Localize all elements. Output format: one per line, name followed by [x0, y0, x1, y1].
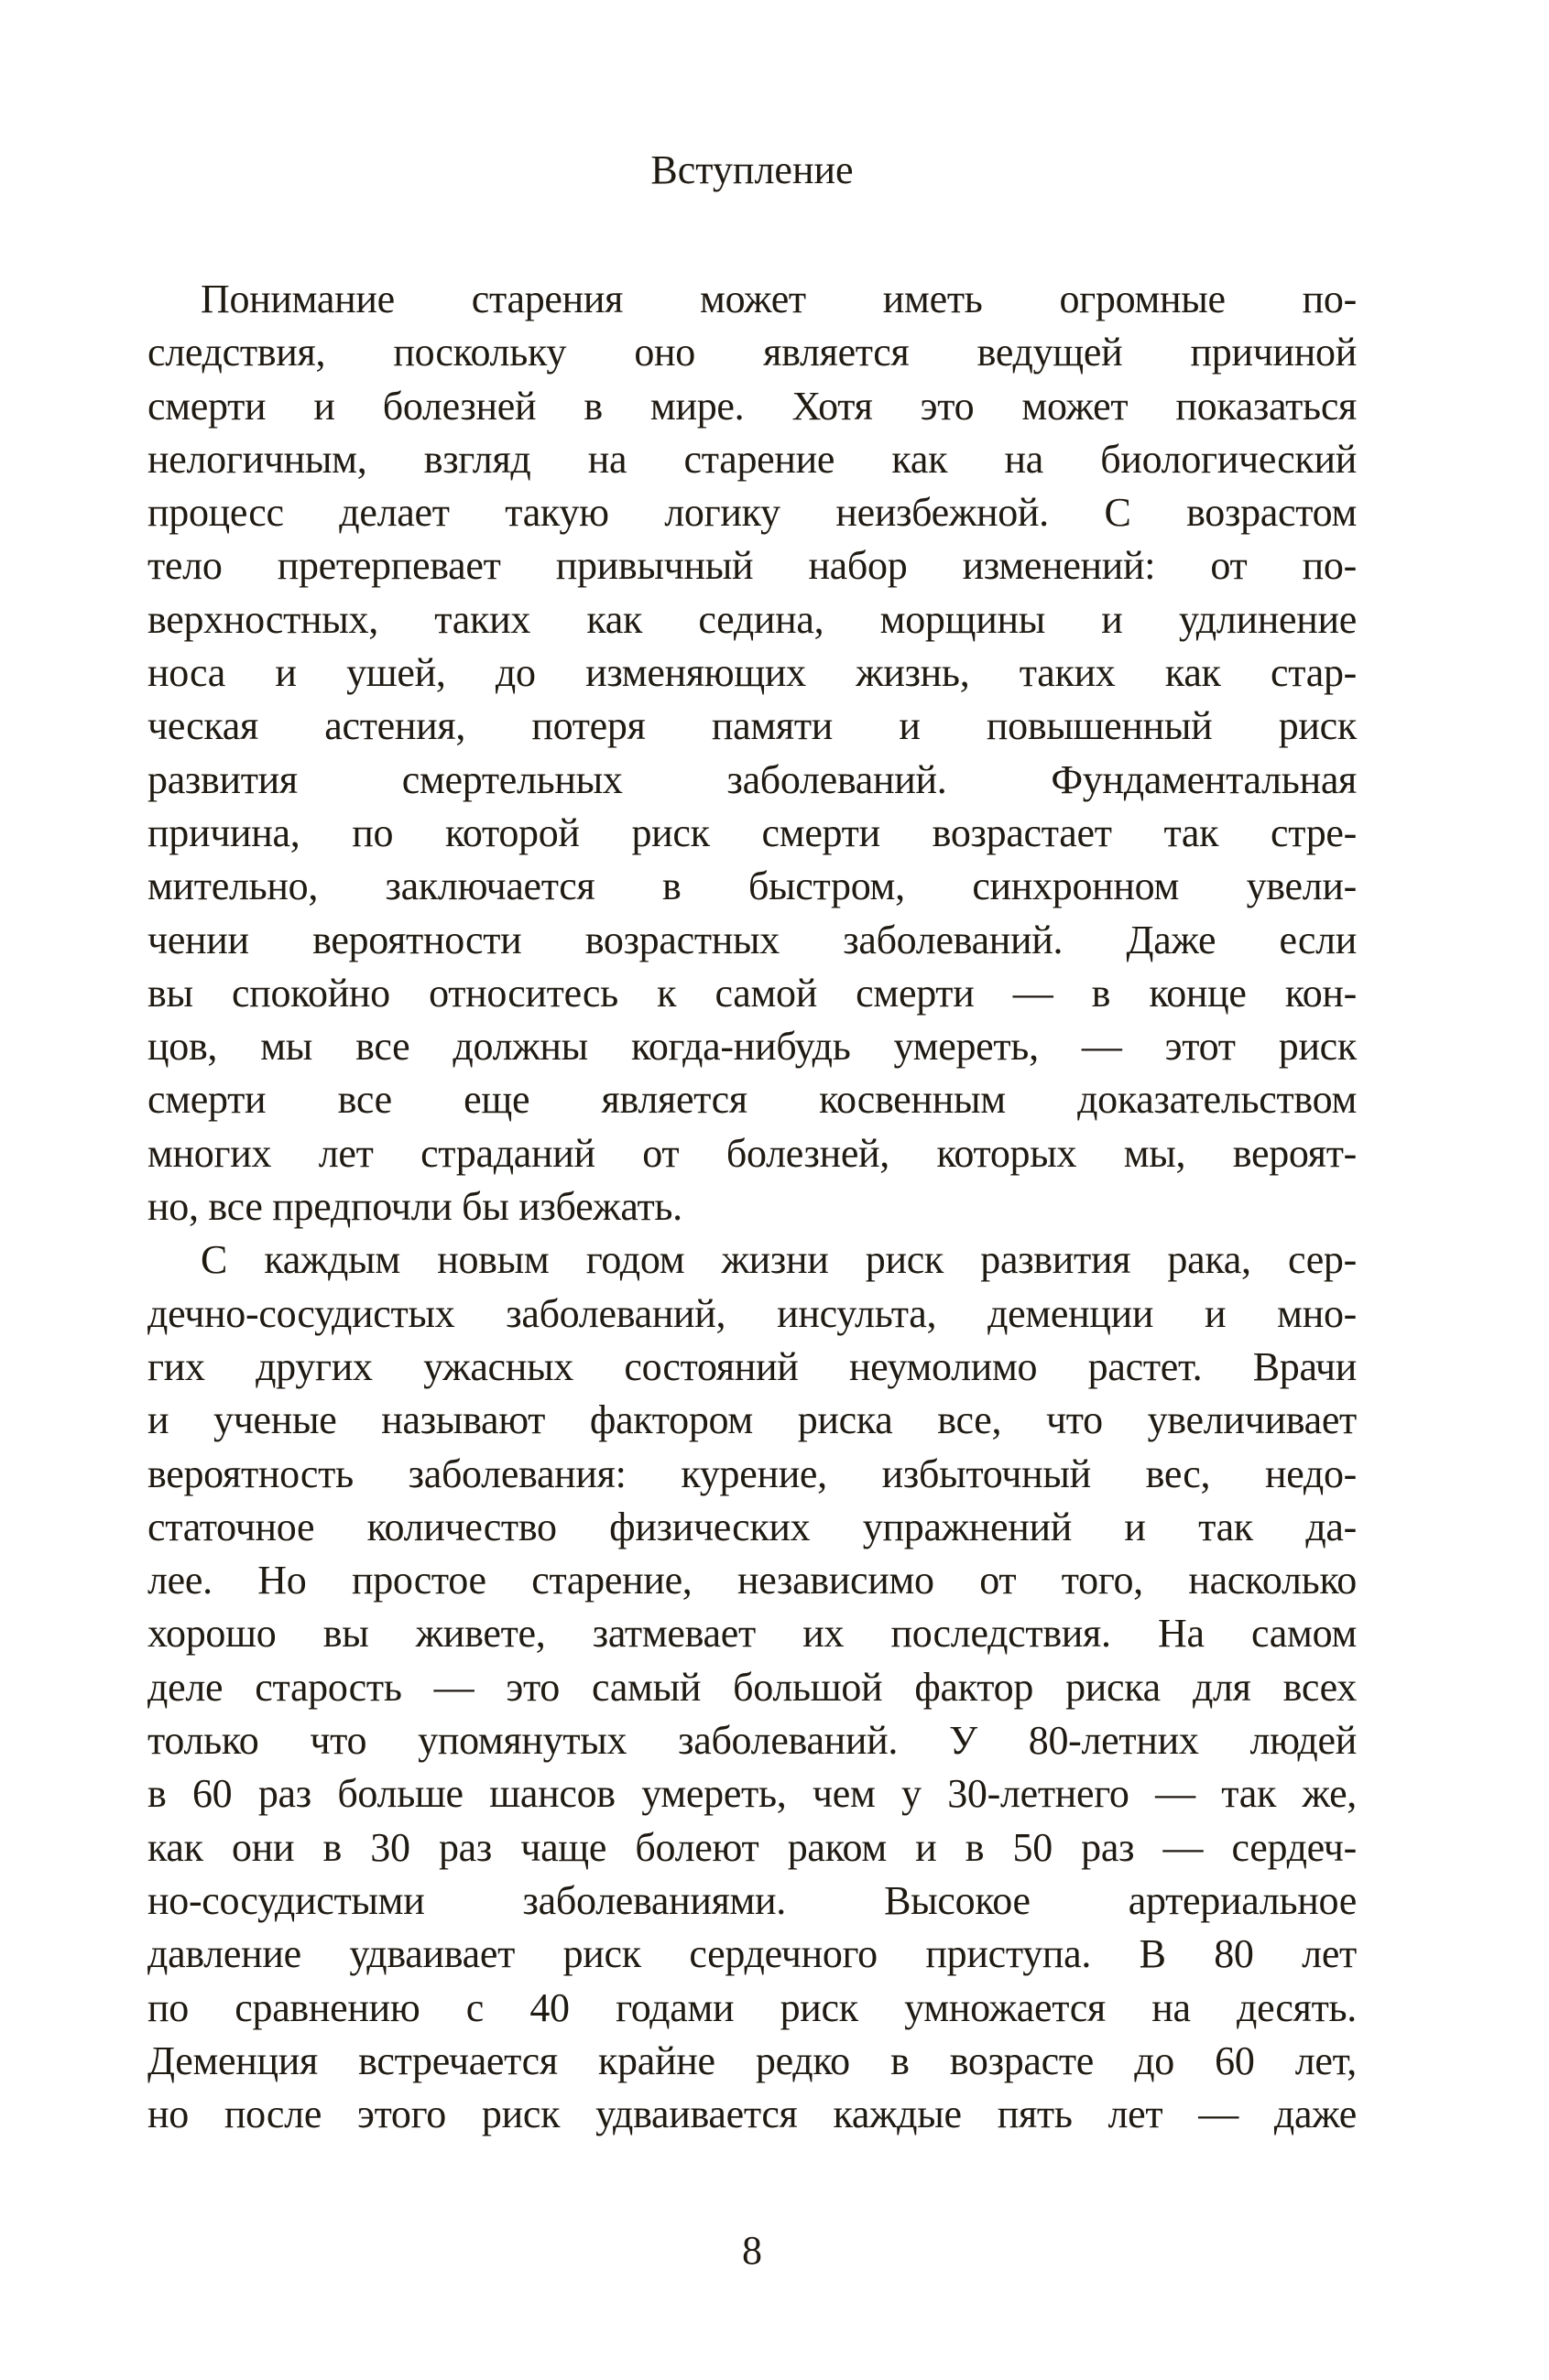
text-line: смерти и болезней в мире. Хотя это может показаться: [147, 383, 1357, 429]
text-line: но после этого риск удваивается каждые пять лет — даже: [147, 2092, 1357, 2137]
text-line: вероятность заболевания: курение, избыточный вес, недо-: [147, 1451, 1357, 1496]
text-line: по сравнению с 40 годами риск умножается на десять.: [147, 1984, 1357, 2030]
text-line: гих других ужасных состояний неумолимо растет. Врачи: [147, 1343, 1357, 1389]
text-line: хорошо вы живете, затмевает их последствия. На самом: [147, 1611, 1357, 1657]
text-line: и ученые называют фактором риска все, что увеличивает: [147, 1397, 1357, 1443]
text-line: верхностных, таких как седина, морщины и удлинение: [147, 596, 1357, 642]
paragraph: [147, 1233, 1357, 2141]
text-line: ческая астения, потеря памяти и повышенный риск: [147, 703, 1357, 749]
body-text: [147, 273, 1357, 2141]
text-line: но, все предпочли бы избежать.: [147, 1184, 682, 1230]
paragraph: [147, 273, 1357, 1233]
text-line: причина, по которой риск смерти возрастает так стре-: [147, 810, 1357, 855]
text-line: Деменция встречается крайне редко в возрасте до 60 лет,: [147, 2038, 1357, 2083]
text-line: дечно-сосудистых заболеваний, инсульта, деменции и мно-: [147, 1290, 1357, 1336]
text-line: С каждым новым годом жизни риск развития рака, сер-: [201, 1237, 1357, 1283]
text-line: статочное количество физических упражнений и так да-: [147, 1504, 1357, 1549]
text-line: чении вероятности возрастных заболеваний. Даже если: [147, 917, 1357, 962]
text-line: только что упомянутых заболеваний. У 80-летних людей: [147, 1718, 1357, 1764]
text-line: как они в 30 раз чаще болеют раком и в 50 раз — сердеч-: [147, 1824, 1357, 1870]
text-line: цов, мы все должны когда-нибудь умереть, — этот риск: [147, 1024, 1357, 1070]
text-line: носа и ушей, до изменяющих жизнь, таких как стар-: [147, 650, 1357, 696]
text-line: тело претерпевает привычный набор изменений: от по-: [147, 543, 1357, 589]
text-line: но-сосудистыми заболеваниями. Высокое артериальное: [147, 1877, 1357, 1923]
text-line: многих лет страданий от болезней, которых мы, вероят-: [147, 1130, 1357, 1176]
page-number: 8: [742, 2228, 762, 2273]
text-line: смерти все еще является косвенным доказательством: [147, 1077, 1357, 1123]
text-line: лее. Но простое старение, независимо от того, насколько: [147, 1558, 1357, 1603]
text-line: в 60 раз больше шансов умереть, чем у 30-летнего — так же,: [147, 1771, 1357, 1817]
text-line: развития смертельных заболеваний. Фундаментальная: [147, 756, 1357, 802]
text-line: Понимание старения может иметь огромные по-: [201, 277, 1357, 321]
text-line: вы спокойно относитесь к самой смерти — в конце кон-: [147, 970, 1357, 1016]
text-line: нелогичным, взгляд на старение как на биологический: [147, 436, 1357, 482]
text-line: деле старость — это самый большой фактор риска для всех: [147, 1664, 1357, 1710]
text-line: давление удваивает риск сердечного приступа. В 80 лет: [147, 1931, 1357, 1977]
chapter-title: Вступление: [650, 147, 854, 192]
text-line: мительно, заключается в быстром, синхронном увели-: [147, 864, 1357, 909]
text-line: процесс делает такую логику неизбежной. С возрастом: [147, 490, 1357, 536]
text-line: следствия, поскольку оно является ведущей причиной: [147, 330, 1357, 375]
